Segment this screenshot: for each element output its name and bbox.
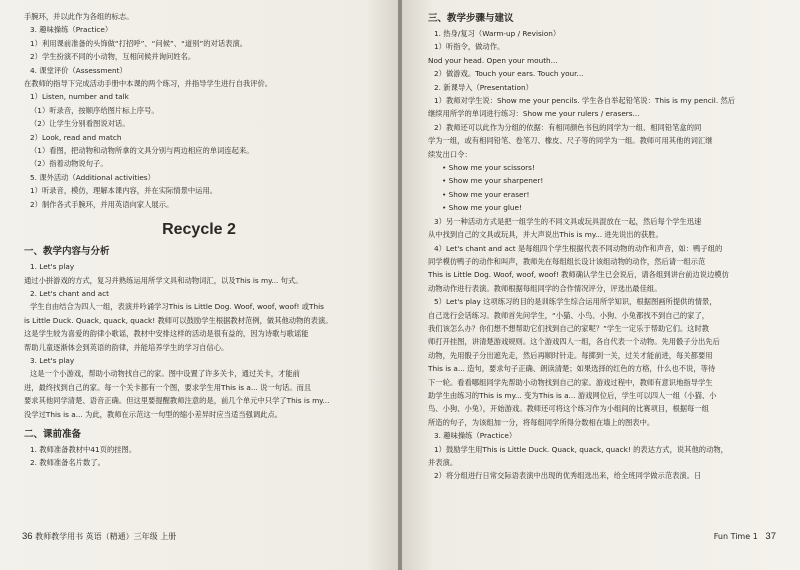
text-line: Nod your head. Open your mouth... xyxy=(428,55,558,65)
unit-title: Recycle 2 xyxy=(162,221,236,239)
text-line: 同学模仿鸭子的动作和叫声，教师先在每组组长设计该组动物的动作，然后请一组示范 xyxy=(428,256,706,266)
text-line: 动物，先用骰子分出遮先走，然后再顺时针走。每掷到一关，过关才能前进，每关都要用 xyxy=(428,350,713,360)
text-line: 2. Let's chant and act xyxy=(30,288,110,298)
right-footer-unit-title: Fun Time 1 xyxy=(713,532,758,541)
text-line: 继续用所学的单词进行练习：Show me your rulers / erasers... xyxy=(428,109,640,119)
text-line: 2）Look, read and match xyxy=(30,132,122,142)
text-line: 师打开挂图，讲清楚游戏规则。这个游戏四人一组，各自代表一个动物。先用骰子分出先后 xyxy=(428,337,720,347)
text-line: is Little Duck. Quack, quack, quack! 教师可以鼓励学生根据教材范例，做其他动物的表演。 xyxy=(24,315,333,325)
text-line: （2）让学生分别看图说对话。 xyxy=(30,119,130,129)
text-line: 2）学生扮演不同的小动物，互相问候并询问姓名。 xyxy=(30,52,196,62)
text-line: 续发出口令： xyxy=(428,149,472,159)
right-page-body xyxy=(428,10,786,483)
text-line: 这是一个小游戏，帮助小动物找自己的家。图中设置了许多关卡，通过关卡，才能前 xyxy=(30,369,300,379)
text-line: （1）看图，把动物和动物所拿的文具分别与两边相应的单词连起来。 xyxy=(30,146,254,156)
text-line: 4）Let's chant and act 是每组四个学生根据代表不同动物的动作和声音，如：鸭子组的 xyxy=(434,243,723,253)
text-line: （2）指着动物说句子。 xyxy=(30,159,108,169)
text-line: 5）Let's play 这项练习的目的是训练学生综合运用所学知识，根据图画所提供的情景， xyxy=(434,297,717,307)
text-line: 下一轮。看看哪组同学先帮助小动物找到自己的家。游戏过程中，教师有意识地指导学生 xyxy=(428,377,713,387)
text-line: 动物动作进行表演。教师根据每组同学的合作情况评分，评选出最佳组。 xyxy=(428,283,662,293)
text-line: 鸟、小狗、小兔），开始游戏。教师还可将这个练习作为小组间的比赛项目，根据每一组 xyxy=(428,404,709,414)
text-line: • Show me your eraser! xyxy=(442,189,530,199)
text-line: 4. 课堂评价（Assessment） xyxy=(30,65,127,75)
text-line: 2. 新课导入（Presentation） xyxy=(434,82,533,92)
text-line: 在教师的指导下完成活动手册中本课的两个练习，并指导学生进行自我评价。 xyxy=(24,79,273,89)
text-line: • Show me your glue! xyxy=(442,203,522,213)
left-footer-book-title: 教师教学用书 英语（精通）三年级 上册 xyxy=(35,532,177,541)
text-line: 5. 课外活动（Additional activities） xyxy=(30,172,155,182)
text-line: 3. Let's play xyxy=(30,355,75,365)
left-page-number: 36 xyxy=(22,531,33,542)
text-line: 1）听录音，模仿，理解本课内容，并在实际情景中运用。 xyxy=(30,186,218,196)
text-line: 学生自由结合为四人一组，表演并吟诵学习This is Little Dog. Woof, woof, woof! 或This xyxy=(30,302,324,312)
text-line: 没学过This is a... 为此，教师在示范这一句型的缩小差异时应当适当强调此点。 xyxy=(24,409,283,419)
section-teaching-content-body xyxy=(24,260,374,421)
text-line: 3. 趣味操练（Practice） xyxy=(434,431,517,441)
text-line: 1. 教师准备教材中41页的挂图。 xyxy=(30,444,137,454)
text-line: 所造的句子，为该组加一分，将每组同学所得分数相在墙上的图表中。 xyxy=(428,417,655,427)
left-page-intro-lines xyxy=(24,10,374,211)
text-line: 2. 教师准备名片数了。 xyxy=(30,458,105,468)
text-line: 2）教师还可以此作为分组的依据：有相同颜色书包的同学为一组、相同铅笔盒的同 xyxy=(434,122,702,132)
text-line: 学为一组，或有相同铅笔、卷笔刀、橡皮、尺子等的同学为一组。教师可用其他的词汇继 xyxy=(428,136,713,146)
text-line: • Show me your scissors! xyxy=(442,163,535,173)
left-page-body xyxy=(24,10,374,470)
text-line: 1）听指令，做动作。 xyxy=(434,42,505,52)
text-line: 3. 趣味操练（Practice） xyxy=(30,25,113,35)
left-page-footer xyxy=(22,530,176,544)
text-line: This is a... 造句，要求句子正确、朗读清楚；如果选择的红色的方格，什么也不说，等待 xyxy=(428,364,716,374)
text-line: 1. Let's play xyxy=(30,262,75,272)
text-line: 并表演。 xyxy=(428,458,458,467)
text-line: 我们该怎么办？你们想不想帮助它们找到自己的家呢？”学生一定乐于帮助它们。这时教 xyxy=(428,323,710,333)
text-line: 2）制作各式手腕环，并用英语向家人展示。 xyxy=(30,199,174,209)
text-line: • Show me your sharpener! xyxy=(442,176,544,186)
section-preparation-title: 二、课前准备 xyxy=(24,428,82,440)
text-line: 1）Listen, number and talk xyxy=(30,92,129,102)
text-line: 从中找到自己的文具或玩具，并大声说出This is my... 进先说出的获胜。 xyxy=(428,230,663,240)
text-line: 1. 热身/复习（Warm-up / Revision） xyxy=(434,29,561,38)
section-teaching-steps-title: 三、教学步骤与建议 xyxy=(428,13,514,24)
text-line: 自己选行会话练习。教师首先问学生，“小猫、小鸟、小狗、小兔都找不到自己的家了， xyxy=(428,310,710,320)
text-line: 1）鼓励学生用This is Little Duck. Quack, quack, quack! 的表达方式，说其他的动物， xyxy=(434,444,728,454)
text-line: 1）教师对学生说：Show me your pencils. 学生各自举起铅笔说：This is my pencil. 然后 xyxy=(434,96,736,106)
text-line: 1）利用课前准备的头饰做“打招呼”、“问候”、“道别”的对话表演。 xyxy=(30,38,248,48)
right-page-footer xyxy=(714,530,776,544)
text-line: 助学生由练习的This is my... 变为This is a... 游戏网位后，学生可以四人一组（小猫、小 xyxy=(428,390,717,400)
right-page xyxy=(402,0,800,570)
text-line: 进，最终找到自己的家。每一个关卡都有一个图，要求学生用This is a... 说一句话。而且 xyxy=(24,382,312,392)
text-line: 这是学生较为喜爱的韵律小歌谣，教材中安排这样的活动是很有益的，因为诗歌与歌谣能 xyxy=(24,329,309,339)
text-line: 要求其他同学清楚、语音正确。但这里要提醒教师注意的是，前几个单元中只学了This is my... xyxy=(24,396,330,406)
text-line: 通过小拼游戏的方式，复习并熟练运用所学文具和动物词汇，以及This is my... 句式。 xyxy=(24,275,303,285)
text-line: 2）做游戏。Touch your ears. Touch your... xyxy=(434,69,584,79)
section-teaching-steps-body xyxy=(428,27,786,483)
text-line: This is Little Dog. Woof, woof, woof! 教师确认学生已会说后，请各组到讲台前边说边模仿 xyxy=(428,270,729,280)
section-teaching-content-title: 一、教学内容与分析 xyxy=(24,246,110,258)
text-line: 手腕环，并以此作为各组的标志。 xyxy=(24,12,134,21)
text-line: 3）另一种活动方式是把一组学生的不同文具或玩具混放在一起，然后每个学生迅速 xyxy=(434,216,702,226)
left-page xyxy=(0,0,398,570)
text-line: 2）将分组进行日常交际语表演中出现的优秀组选出来，给全班同学做示范表演。日 xyxy=(434,471,702,481)
text-line: （1）听录音，按顺序给图片标上序号。 xyxy=(30,105,159,115)
right-page-number: 37 xyxy=(765,531,776,542)
text-line: 帮助儿童逐渐体会到英语的韵律，并能培养学生的学习自信心。 xyxy=(24,342,229,352)
section-preparation-body xyxy=(24,443,374,470)
